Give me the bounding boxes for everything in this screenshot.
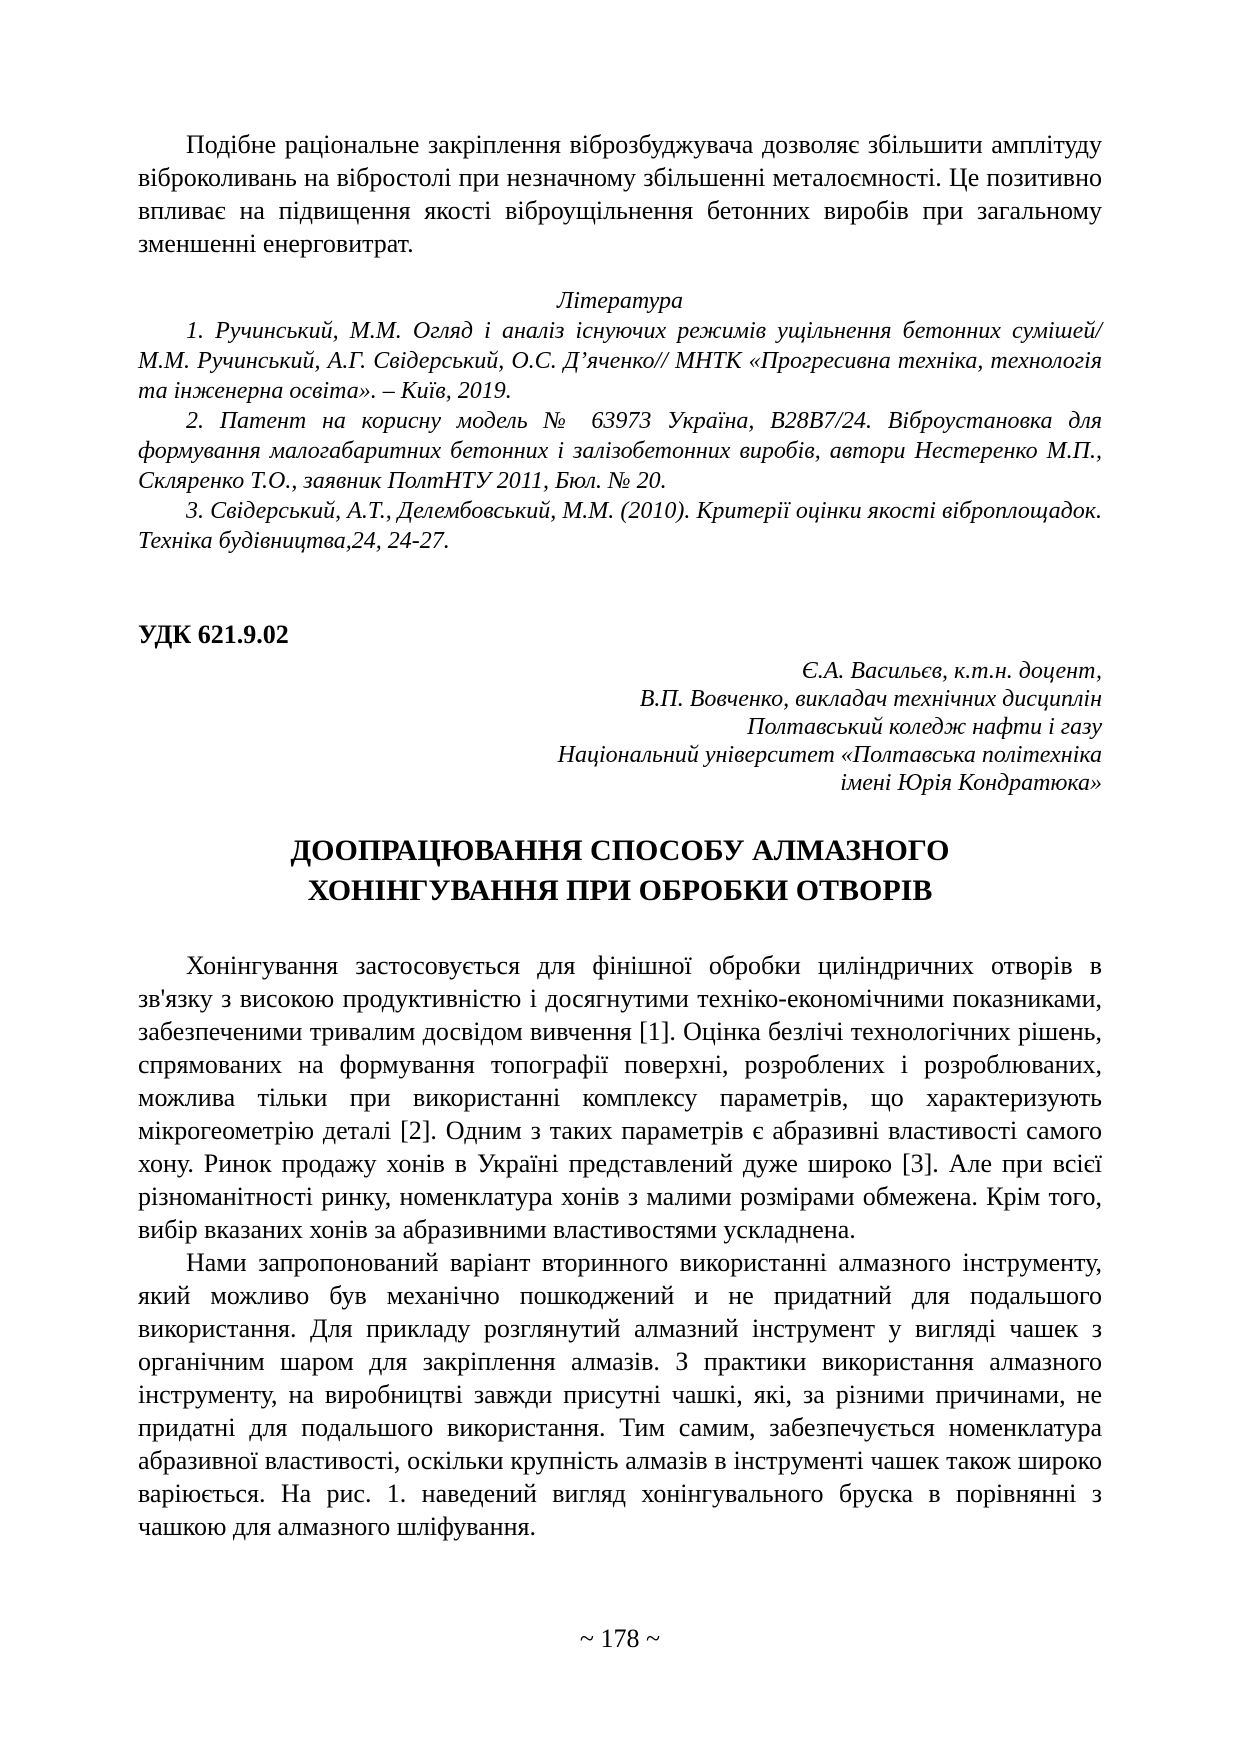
- article-title: [138, 831, 1102, 911]
- page-number: ~ 178 ~: [579, 1624, 661, 1653]
- intro-paragraph: Подібне раціональне закріплення віброзбуджувача дозволяє збільшити амплітуду віброколивань на вібростолі при незначному збільшенні металоємності. Це позитивно впливає на підвищення якості віброущільнення бетонних виробів при загальному зменшенні енерговитрат.: [138, 130, 1102, 258]
- authors-block: [138, 657, 1102, 797]
- affiliation-line-2: Національний університет «Полтавська політехніка: [557, 742, 1102, 768]
- affiliation-line-3: імені Юрія Кондратюка»: [840, 770, 1102, 796]
- author-line-1: Є.А. Васильєв, к.т.н. доцент,: [801, 658, 1102, 684]
- article-title-line-1: ДООПРАЦЮВАННЯ СПОСОБУ АЛМАЗНОГО: [290, 834, 950, 867]
- article-title-line-2: ХОНІНГУВАННЯ ПРИ ОБРОБКИ ОТВОРІВ: [307, 874, 933, 907]
- references-heading: Література: [557, 288, 683, 314]
- reference-item-3: 3. Свідерський, А.Т., Делембовський, М.М. (2010). Критерії оцінки якості віброплощадок. Техніка будівництва,24, 24-27.: [138, 498, 1102, 554]
- affiliation-line-1: Полтавський коледж нафти і газу: [747, 714, 1102, 740]
- author-line-2: В.П. Вовченко, викладач технічних дисциплін: [639, 686, 1102, 712]
- reference-item-1: 1. Ручинський, М.М. Огляд і аналіз існуючих режимів ущільнення бетонних сумішей/ М.М. Ручинський, А.Г. Свідерський, О.С. Д’яченко// МНТК «Прогресивна техніка, технологія та інженерна освіта». – Київ, 2019.: [138, 318, 1102, 404]
- udc-code: УДК 621.9.02: [138, 620, 289, 649]
- body-paragraph-1: Хонінгування застосовується для фінішної обробки циліндричних отворів в зв'язку з високою продуктивністю і досягнутими техніко-економічними показниками, забезпеченими тривалим досвідом вивчення [1]. Оцінка безлічі технологічних рішень, спрямованих на формування топографії поверхні, розроблених і розроблюваних, можлива тільки при використанні комплексу параметрів, що характеризують мікрогеометрію деталі [2]. Одним з таких параметрів є абразивні властивості самого хону. Ринок продажу хонів в Україні представлений дуже широко [3]. Але при всієї різноманітності ринку, номенклатура хонів з малими розмірами обмежена. Крім того, вибір вказаних хонів за абразивними властивостями ускладнена.: [138, 951, 1102, 1244]
- references-list: [138, 316, 1102, 556]
- body-paragraph-2: Нами запропонований варіант вторинного використанні алмазного інструменту, який можливо був механічно пошкоджений и не придатний для подальшого використання. Для прикладу розглянутий алмазний інструмент у вигляді чашек з органічним шаром для закріплення алмазів. З практики використання алмазного інструменту, на виробництві завжди присутні чашкі, які, за різними причинами, не придатні для подальшого використання. Тим самим, забезпечується номенклатура абразивної властивості, оскільки крупність алмазів в інструменті чашек також широко варіюється. На рис. 1. наведений вигляд хонінгувального бруска в порівнянні з чашкою для алмазного шліфування.: [138, 1248, 1102, 1541]
- reference-item-2: 2. Патент на корисну модель № 63973 Україна, В28В7/24. Віброустановка для формування малогабаритних бетонних і залізобетонних виробів, автори Нестеренко М.П., Скляренко Т.О., заявник ПолтНТУ 2011, Бюл. № 20.: [138, 408, 1102, 494]
